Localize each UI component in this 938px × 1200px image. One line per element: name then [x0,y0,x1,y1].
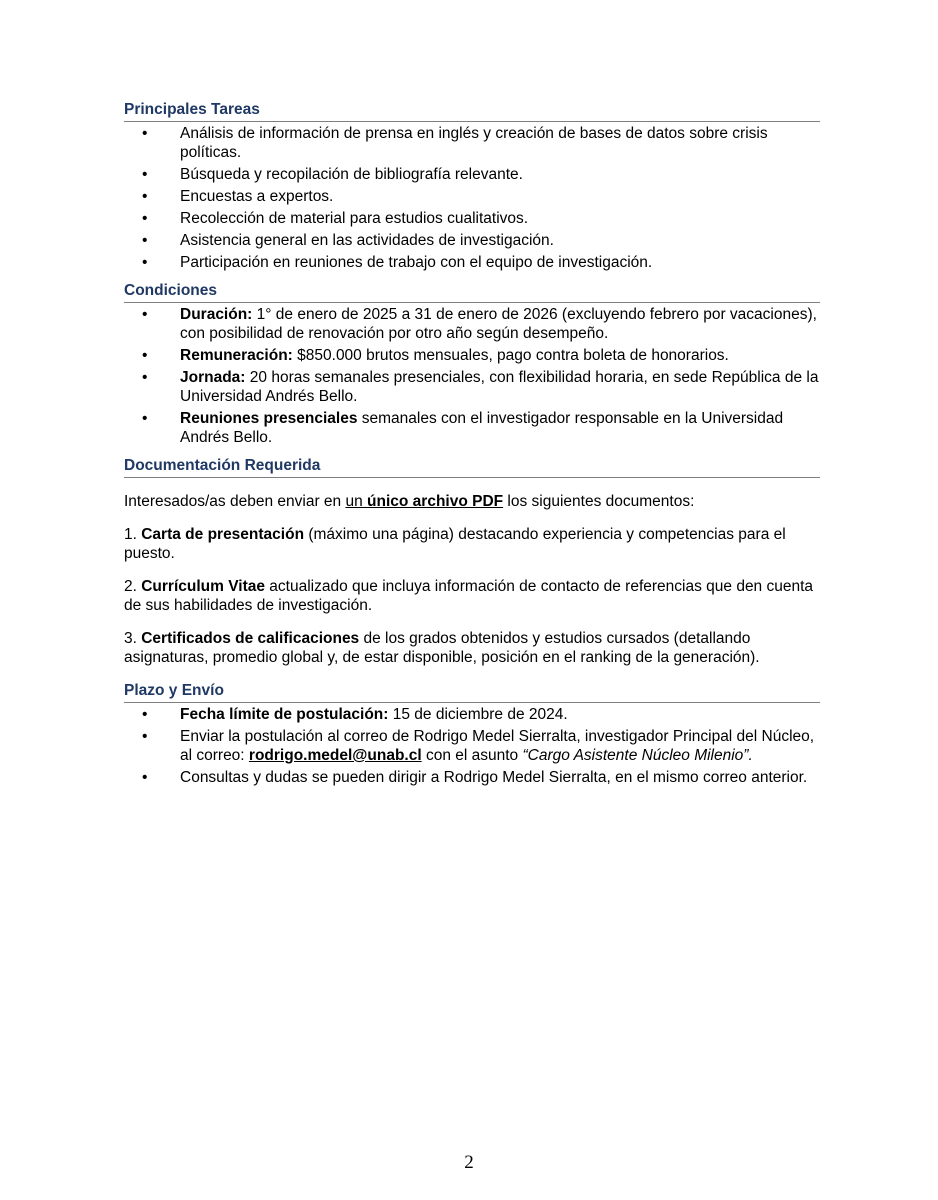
bullet-icon: • [142,347,148,364]
bullet-icon: • [142,125,148,142]
email-link[interactable]: rodrigo.medel@unab.cl [248,747,422,764]
document-item: 2. Currículum Vitae actualizado que incluya información de contacto de referencias que den cuenta de sus habilidades de investigación. [124,578,814,614]
list-item: • Duración: 1° de enero de 2025 a 31 de enero de 2026 (excluyendo febrero por vacaciones), con posibilidad de renovación por otro año según desempeño. [142,306,817,342]
conditions-list [124,305,820,447]
bullet-icon: • [142,166,148,183]
section-title: Plazo y Envío [124,681,820,703]
list-item: • Encuestas a expertos. [142,188,334,205]
bullet-icon: • [142,210,148,227]
list-item: • Fecha límite de postulación: 15 de diciembre de 2024. [142,706,568,723]
list-item: • Participación en reuniones de trabajo con el equipo de investigación. [142,254,653,271]
tasks-list [124,124,820,272]
section-title: Documentación Requerida [124,456,820,478]
document-page [124,100,820,796]
bullet-icon: • [142,410,148,427]
deadline-list [124,705,820,787]
bullet-icon: • [142,769,148,786]
bullet-icon: • [142,369,148,386]
section-plazo-envio [124,681,820,787]
list-item: • Consultas y dudas se pueden dirigir a Rodrigo Medel Sierralta, en el mismo correo anterior. [142,769,808,786]
list-item: • Recolección de material para estudios cualitativos. [142,210,529,227]
list-item: • Enviar la postulación al correo de Rodrigo Medel Sierralta, investigador Principal del Núcleo, al correo: rodrigo.medel@unab.cl con el asunto “Cargo Asistente Núcleo Milenio”. [142,728,815,764]
section-principales-tareas [124,100,820,272]
section-condiciones [124,281,820,447]
list-item: • Jornada: 20 horas semanales presenciales, con flexibilidad horaria, en sede República de la Universidad Andrés Bello. [142,369,819,405]
list-item: • Reuniones presenciales semanales con el investigador responsable en la Universidad Andrés Bello. [142,410,784,446]
bullet-icon: • [142,706,148,723]
bullet-icon: • [142,728,148,745]
list-item: • Remuneración: $850.000 brutos mensuales, pago contra boleta de honorarios. [142,347,729,364]
list-item: • Asistencia general en las actividades de investigación. [142,232,554,249]
section-title: Principales Tareas [124,100,820,122]
bullet-icon: • [142,254,148,271]
list-item: • Análisis de información de prensa en inglés y creación de bases de datos sobre crisis políticas. [142,125,768,161]
bullet-icon: • [142,306,148,323]
document-item: 1. Carta de presentación (máximo una página) destacando experiencia y competencias para el puesto. [124,526,786,562]
list-item: • Búsqueda y recopilación de bibliografía relevante. [142,166,523,183]
bullet-icon: • [142,188,148,205]
section-documentacion [124,456,820,667]
documentation-intro: Interesados/as deben enviar en un único archivo PDF los siguientes documentos: [124,493,695,510]
section-title: Condiciones [124,281,820,303]
bullet-icon: • [142,232,148,249]
document-item: 3. Certificados de calificaciones de los grados obtenidos y estudios cursados (detallando asignaturas, promedio global y, de estar disponible, posición en el ranking de la generación). [124,630,760,666]
page-number: 2 [464,1152,474,1173]
